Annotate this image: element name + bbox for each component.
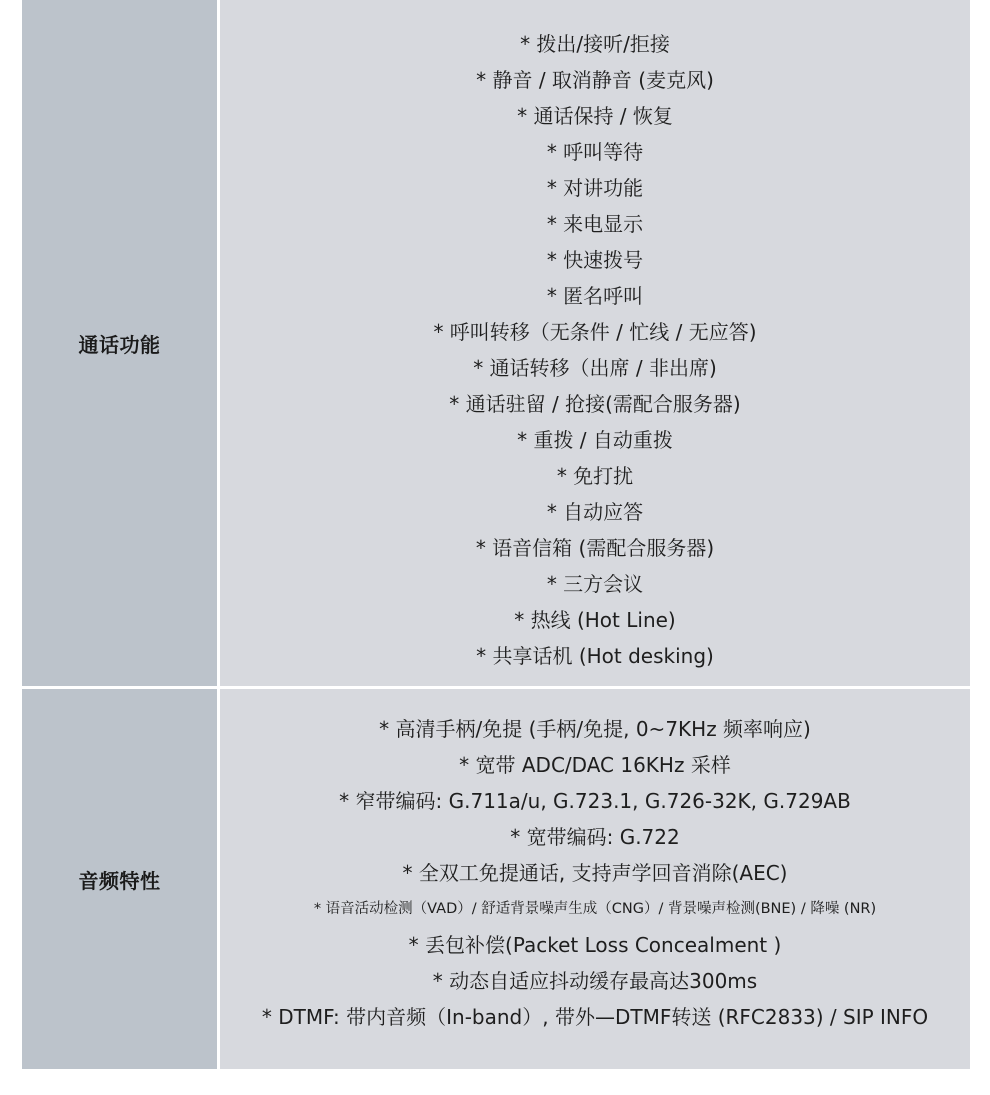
feature-item: * 快速拨号 <box>546 248 644 272</box>
feature-item: * 来电显示 <box>546 212 644 236</box>
feature-item: * 呼叫等待 <box>546 140 644 164</box>
feature-item: * 三方会议 <box>546 572 644 596</box>
feature-item: * 动态自适应抖动缓存最高达300ms <box>432 969 758 993</box>
row-label-call-features: 通话功能 <box>22 0 217 686</box>
feature-item: * 自动应答 <box>546 500 644 524</box>
feature-item: * 宽带 ADC/DAC 16KHz 采样 <box>459 753 731 777</box>
feature-item: * 呼叫转移（无条件 / 忙线 / 无应答) <box>433 320 757 344</box>
row-label-audio-features: 音频特性 <box>22 689 217 1069</box>
feature-list-call <box>220 26 970 674</box>
feature-item: * DTMF: 带内音频（In-band）, 带外—DTMF转送 (RFC2833) / SIP INFO <box>261 1005 929 1029</box>
feature-item: * 通话驻留 / 抢接(需配合服务器) <box>449 392 741 416</box>
row-value-audio-features <box>220 689 970 1069</box>
feature-item: * 窄带编码: G.711a/u, G.723.1, G.726-32K, G.729AB <box>339 789 851 813</box>
row-value-call-features <box>220 0 970 686</box>
spec-row-audio-features <box>22 689 970 1069</box>
feature-item: * 重拨 / 自动重拨 <box>517 428 673 452</box>
feature-item: * 高清手柄/免提 (手柄/免提, 0~7KHz 频率响应) <box>379 717 811 741</box>
feature-item: * 通话保持 / 恢复 <box>517 104 673 128</box>
feature-item: * 语音活动检测（VAD）/ 舒适背景噪声生成（CNG）/ 背景噪声检测(BNE) / 降噪 (NR) <box>313 901 877 917</box>
feature-item: * 拨出/接听/拒接 <box>520 32 670 56</box>
feature-item: * 热线 (Hot Line) <box>514 608 676 632</box>
feature-item: * 共享话机 (Hot desking) <box>476 644 714 668</box>
feature-item: * 免打扰 <box>556 464 634 488</box>
feature-item: * 通话转移（出席 / 非出席) <box>473 356 717 380</box>
feature-list-audio <box>220 711 970 1035</box>
spec-row-call-features <box>22 0 970 686</box>
feature-item: * 静音 / 取消静音 (麦克风) <box>476 68 714 92</box>
feature-item: * 丢包补偿(Packet Loss Concealment ) <box>408 933 782 957</box>
feature-item: * 语音信箱 (需配合服务器) <box>475 536 715 560</box>
feature-item: * 对讲功能 <box>546 176 644 200</box>
feature-item: * 全双工免提通话, 支持声学回音消除(AEC) <box>402 861 788 885</box>
feature-item: * 宽带编码: G.722 <box>510 825 680 849</box>
feature-item: * 匿名呼叫 <box>546 284 644 308</box>
spec-table <box>22 0 970 1069</box>
